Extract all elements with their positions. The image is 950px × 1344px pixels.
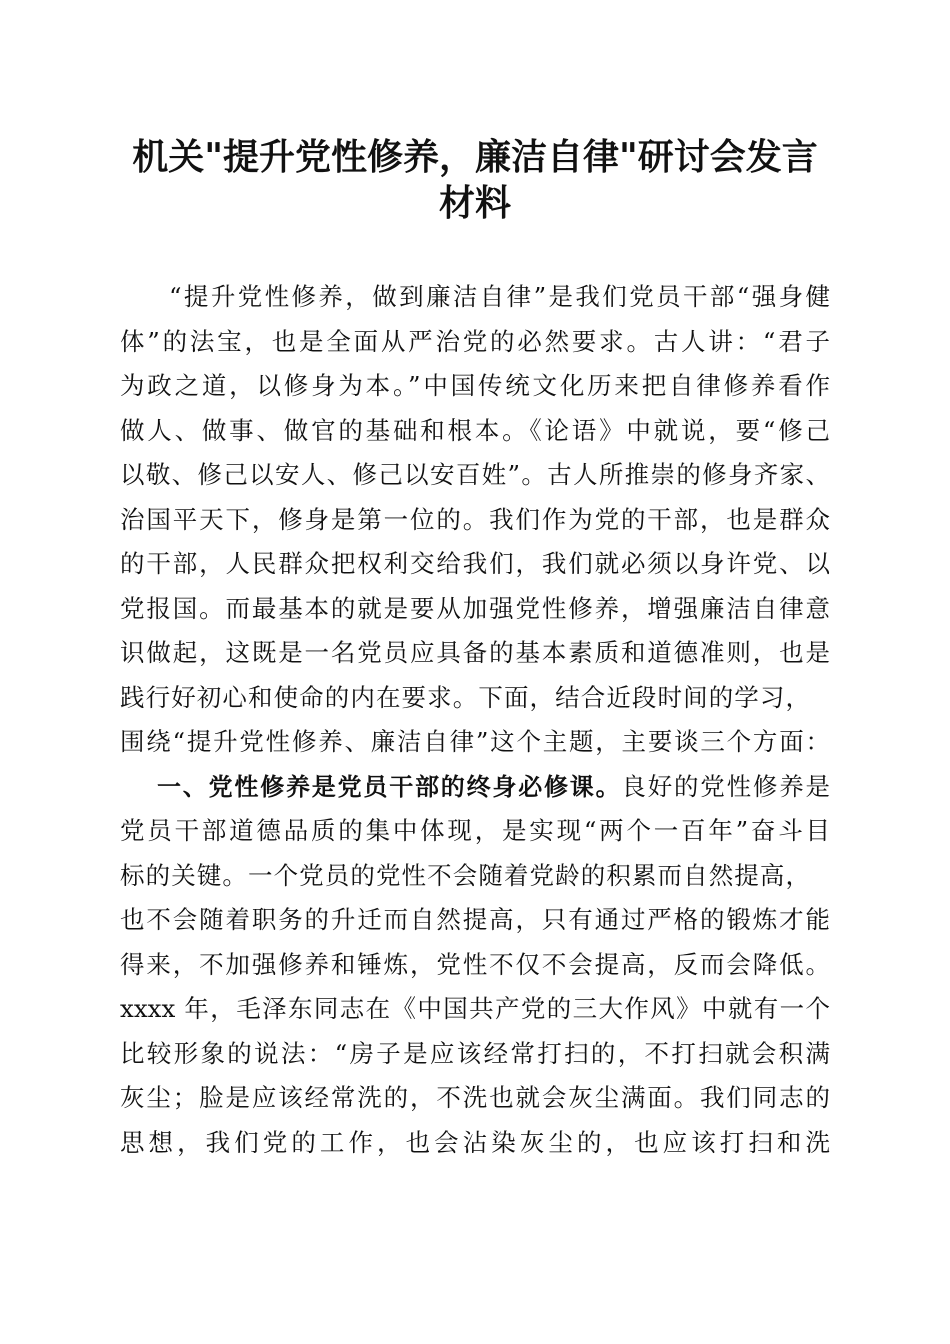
document-title bbox=[100, 134, 850, 226]
section-1 bbox=[120, 765, 830, 1166]
text-line: 为政之道，以修身为本。”中国传统文化历来把自律修养看作 bbox=[120, 371, 830, 400]
text-line: “提升党性修养，做到廉洁自律”是我们党员干部“强身健 bbox=[169, 282, 830, 311]
document-body bbox=[120, 275, 830, 1165]
text-line: 思想，我们党的工作，也会沾染灰尘的，也应该打扫和洗 bbox=[120, 1127, 830, 1157]
text-line: 党员干部道德品质的集中体现，是实现“两个一百年”奋斗目 bbox=[120, 816, 830, 845]
text-line: 灰尘；脸是应该经常洗的，不洗也就会灰尘满面。我们同志的 bbox=[120, 1083, 830, 1112]
text-line: 也不会随着职务的升迁而自然提高，只有通过严格的锻炼才能 bbox=[120, 905, 830, 934]
section-1-heading: 一、党性修养是党员干部的终身必修课。 bbox=[157, 772, 622, 801]
text-line: 党报国。而最基本的就是要从加强党性修养，增强廉洁自律意 bbox=[120, 593, 830, 623]
paragraph-intro bbox=[120, 275, 830, 765]
text-line: 识做起，这既是一名党员应具备的基本素质和道德准则，也是 bbox=[120, 638, 830, 667]
text-line: 的干部，人民群众把权利交给我们，我们就必须以身许党、以 bbox=[120, 549, 830, 578]
text-line: 治国平天下，修身是第一位的。我们作为党的干部，也是群众 bbox=[120, 504, 830, 534]
text-line: 围绕“提升党性修养、廉洁自律”这个主题，主要谈三个方面： bbox=[120, 727, 830, 756]
text-line: 以敬、修己以安人、修己以安百姓”。古人所推崇的修身齐家、 bbox=[120, 460, 830, 489]
section-1-first-line bbox=[120, 765, 830, 810]
text-line: 做人、做事、做官的基础和根本。《论语》中就说，要“修己 bbox=[120, 415, 830, 445]
text-line: 体”的法宝，也是全面从严治党的必然要求。古人讲：“君子 bbox=[120, 326, 830, 356]
text-line: 践行好初心和使命的内在要求。下面，结合近段时间的学习， bbox=[120, 682, 810, 712]
section-1-heading-tail: 良好的党性修养是 bbox=[621, 771, 831, 801]
title-line-2: 材料 bbox=[438, 182, 511, 224]
text-line: 得来，不加强修养和锤炼，党性不仅不会提高，反而会降低。 bbox=[120, 949, 830, 979]
title-line-1: 机关"提升党性修养，廉洁自律"研讨会发言 bbox=[132, 136, 818, 178]
text-line: xxxx 年，毛泽东同志在《中国共产党的三大作风》中就有一个 bbox=[120, 994, 830, 1023]
text-line: 标的关键。一个党员的党性不会随着党龄的积累而自然提高， bbox=[120, 860, 810, 890]
text-line: 比较形象的说法：“房子是应该经常打扫的，不打扫就会积满 bbox=[120, 1038, 830, 1068]
